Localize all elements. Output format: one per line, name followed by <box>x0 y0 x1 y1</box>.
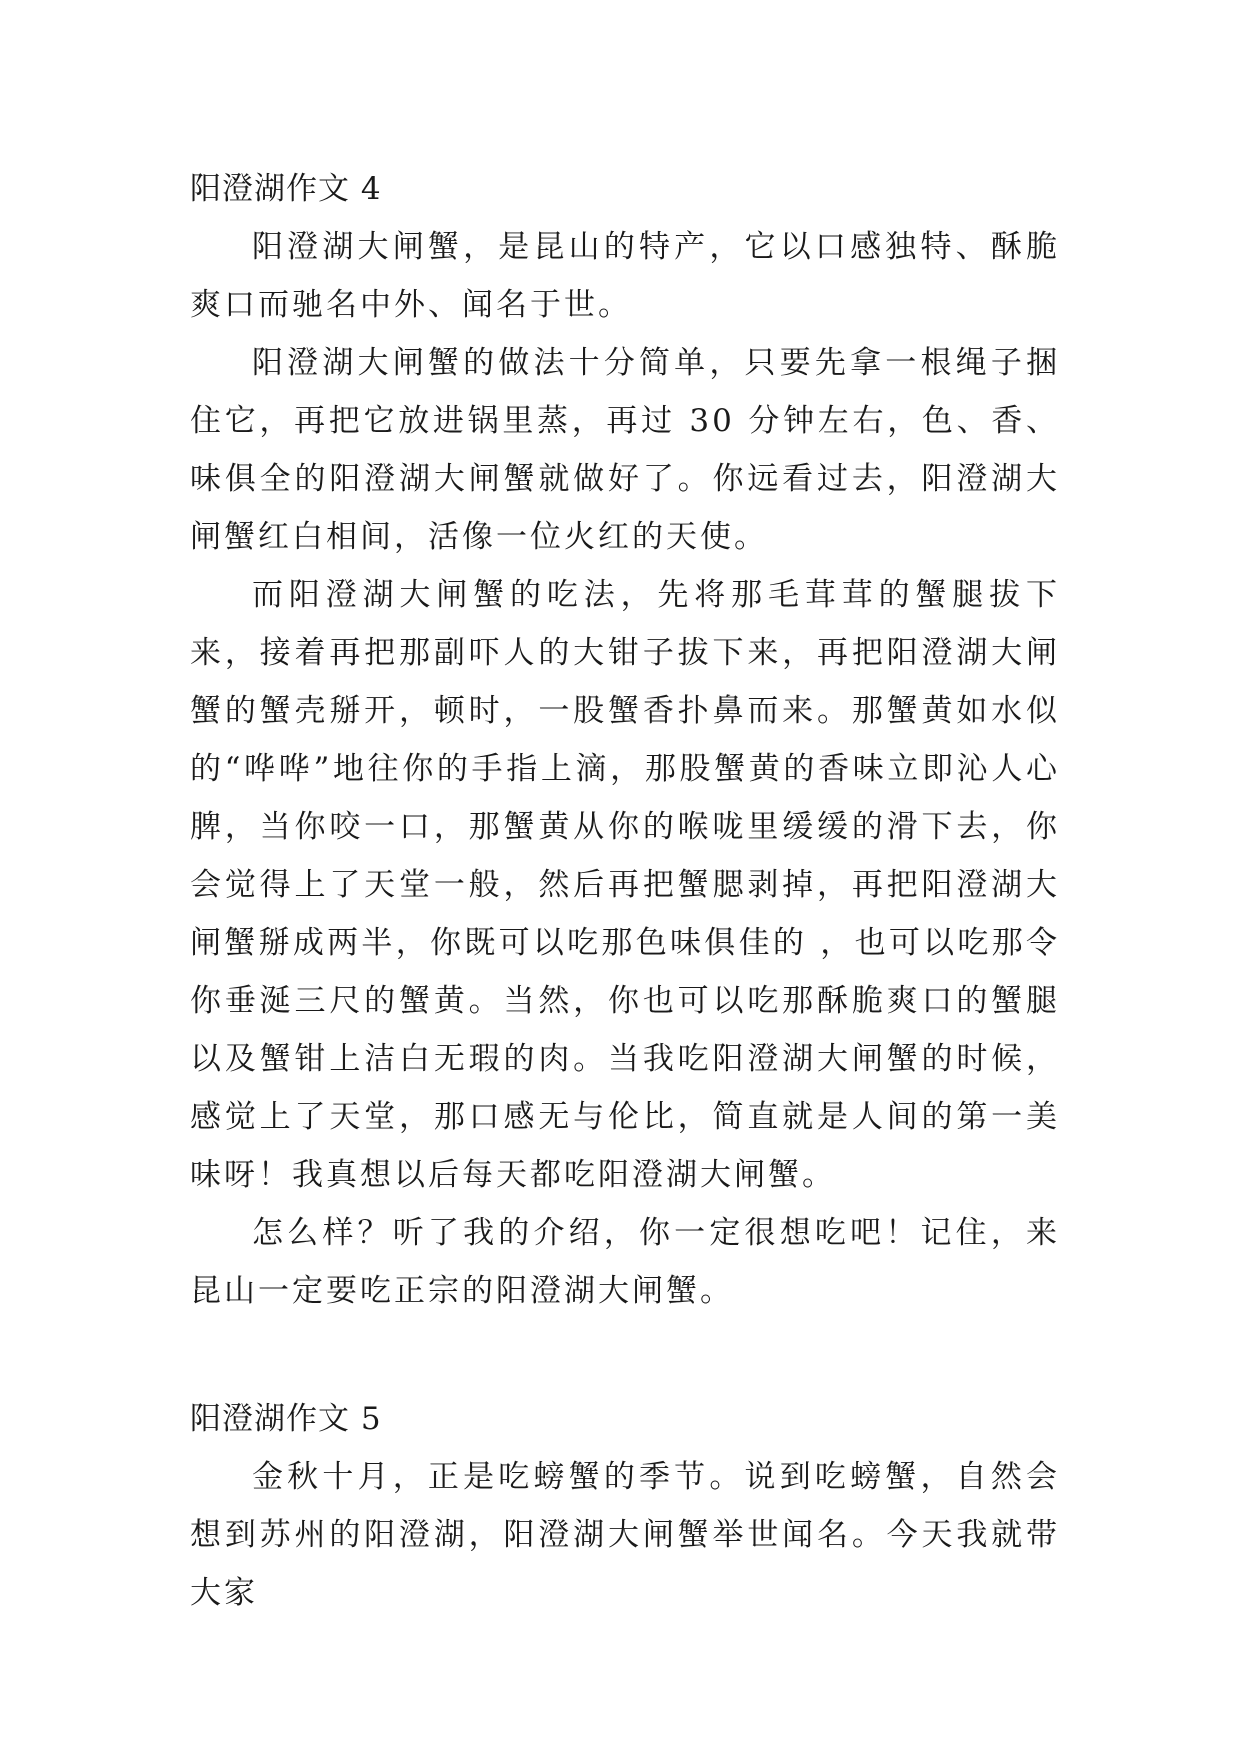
paragraph: 阳澄湖大闸蟹的做法十分简单，只要先拿一根绳子捆住它，再把它放进锅里蒸，再过 30 分钟左右，色、香、味俱全的阳澄湖大闸蟹就做好了。你远看过去，阳澄湖大闸蟹红白相间，活像一位火红的天使。 <box>190 345 1060 555</box>
paragraph: 金秋十月，正是吃螃蟹的季节。说到吃螃蟹，自然会想到苏州的阳澄湖，阳澄湖大闸蟹举世闻名。今天我就带大家 <box>190 1459 1060 1611</box>
section-title: 阳澄湖作文 5 <box>190 1401 382 1437</box>
essay-section-5 <box>190 1390 1060 1622</box>
paragraph: 怎么样？听了我的介绍，你一定很想吃吧！记住，来昆山一定要吃正宗的阳澄湖大闸蟹。 <box>190 1215 1060 1309</box>
section-title: 阳澄湖作文 4 <box>190 171 382 207</box>
paragraph: 阳澄湖大闸蟹，是昆山的特产，它以口感独特、酥脆爽口而驰名中外、闻名于世。 <box>190 229 1060 323</box>
paragraph: 而阳澄湖大闸蟹的吃法，先将那毛茸茸的蟹腿拔下来，接着再把那副吓人的大钳子拔下来，再把阳澄湖大闸蟹的蟹壳掰开，顿时，一股蟹香扑鼻而来。那蟹黄如水似的“哗哗”地往你的手指上滴，那股蟹黄的香味立即沁人心脾，当你咬一口，那蟹黄从你的喉咙里缓缓的滑下去，你会觉得上了天堂一般，然后再把蟹腮剥掉，再把阳澄湖大闸蟹掰成两半，你既可以吃那色味俱佳的 ，也可以吃那令你垂涎三尺的蟹黄。当然，你也可以吃那酥脆爽口的蟹腿以及蟹钳上洁白无瑕的肉。当我吃阳澄湖大闸蟹的时候，感觉上了天堂，那口感无与伦比，简直就是人间的第一美味呀！我真想以后每天都吃阳澄湖大闸蟹。 <box>190 577 1060 1193</box>
document-body <box>190 160 1060 1692</box>
essay-section-4 <box>190 160 1060 1320</box>
